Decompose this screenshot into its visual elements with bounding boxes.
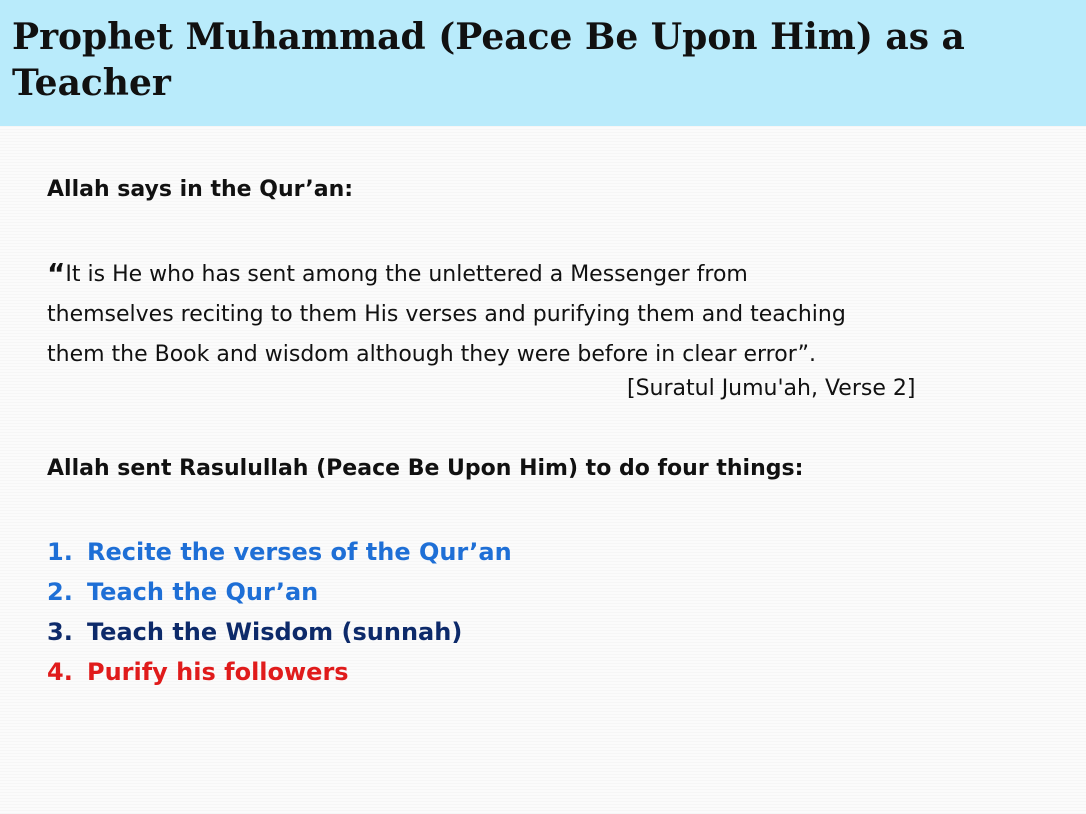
tasks-heading: Allah sent Rasulullah (Peace Be Upon Him) to do four things: [47,456,804,481]
task-text: Teach the Qur’an [87,578,319,606]
open-quote-mark: “ [47,257,66,290]
task-text: Purify his followers [87,658,349,686]
quote-line: themselves reciting to them His verses and purifying them and teaching [47,302,846,327]
intro-text: Allah says in the Qur’an: [47,177,354,202]
task-item [47,532,512,572]
task-item [47,572,512,612]
quote-line-text: It is He who has sent among the unlettered a Messenger from [65,262,748,287]
task-number: 2. [47,578,73,606]
task-text: Teach the Wisdom (sunnah) [87,618,463,646]
task-item [47,652,512,692]
task-text: Recite the verses of the Qur’an [87,538,512,566]
task-number: 1. [47,538,73,566]
slide-title: Prophet Muhammad (Peace Be Upon Him) as a Teacher [12,16,965,104]
quote-citation: [Suratul Jumu'ah, Verse 2] [627,376,916,401]
quran-quote [47,254,1057,375]
task-item [47,612,512,652]
task-number: 3. [47,618,73,646]
title-band [0,0,1086,126]
task-number: 4. [47,658,73,686]
quote-line [47,254,1057,295]
tasks-list [47,532,512,692]
quote-line: them the Book and wisdom although they were before in clear error”. [47,342,817,367]
